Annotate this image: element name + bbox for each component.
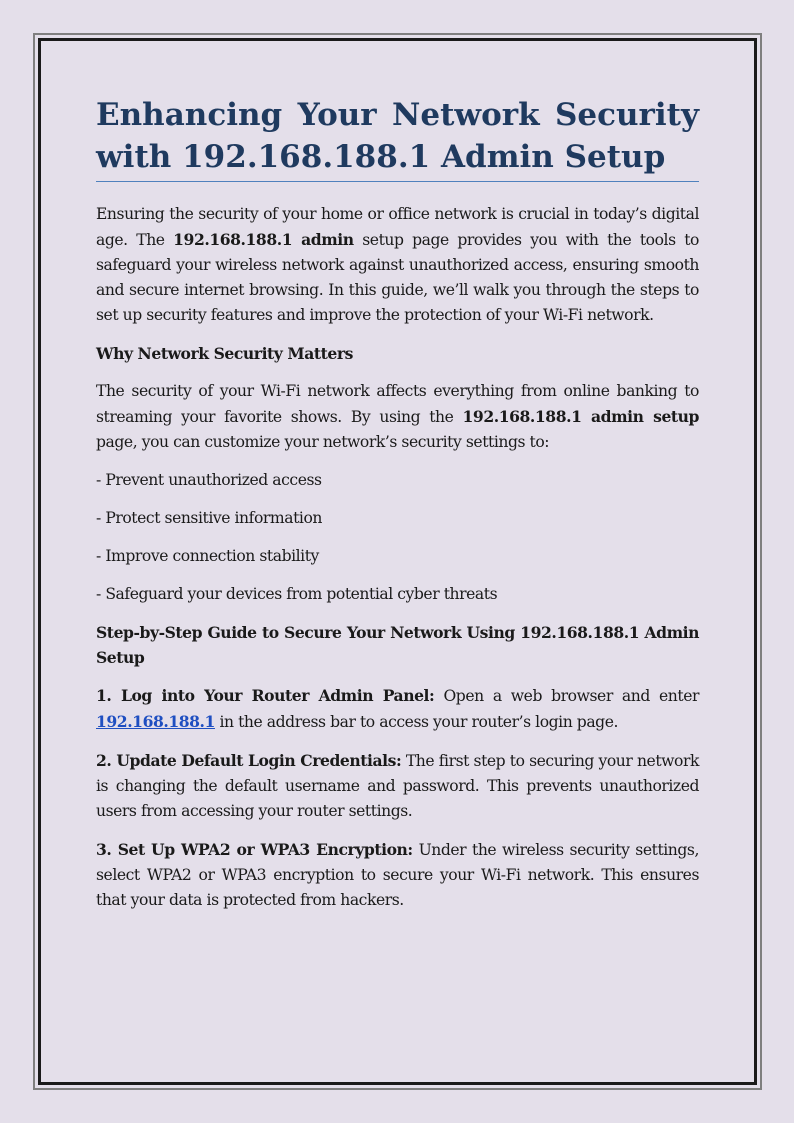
why-text-2: page, you can customize your network’s security settings to: <box>96 433 550 451</box>
router-ip-link[interactable]: 192.168.188.1 <box>96 712 215 731</box>
why-bold-term: 192.168.188.1 admin setup <box>462 407 700 426</box>
intro-paragraph <box>96 202 699 328</box>
step-2-text: The first step to securing your network is changing the default username and password. This prevents unauthorized users from accessing your router settings. <box>96 752 699 820</box>
document-title-line-1: Enhancing Your Network Security <box>96 97 699 133</box>
intro-text-2: setup page provides you with the tools to safeguard your wireless network against unauthorized access, ensuring smooth and secure internet browsing. In this guide, we’ll walk you through the steps to set up security features and improve the protection of your Wi-Fi network. <box>96 231 699 324</box>
step-2-label: 2. Update Default Login Credentials: <box>96 751 402 770</box>
bullet-item: - Safeguard your devices from potential cyber threats <box>96 585 498 603</box>
step-3-label: 3. Set Up WPA2 or WPA3 Encryption: <box>96 840 413 859</box>
step-1-label: 1. Log into Your Router Admin Panel: <box>96 686 435 705</box>
step-2 <box>96 748 699 824</box>
document-title-line-2: with 192.168.188.1 Admin Setup <box>96 139 666 175</box>
why-security-paragraph <box>96 379 699 455</box>
bullet-item: - Protect sensitive information <box>96 509 322 527</box>
why-text-1: The security of your Wi-Fi network affects everything from online banking to streaming your favorite shows. By using the <box>96 382 699 426</box>
step-1 <box>96 683 699 735</box>
why-security-heading: Why Network Security Matters <box>96 344 353 363</box>
document-title <box>96 94 699 182</box>
step-3-text: Under the wireless security settings, select WPA2 or WPA3 encryption to secure your Wi-Fi network. This ensures that your data is protected from hackers. <box>96 841 699 909</box>
step-3 <box>96 837 699 913</box>
step-1-text-2: in the address bar to access your router’s login page. <box>214 713 618 731</box>
intro-bold-term: 192.168.188.1 admin <box>173 230 354 249</box>
intro-text-1: Ensuring the security of your home or office network is crucial in today’s digital age. The <box>96 205 699 249</box>
document-body <box>96 94 699 913</box>
step-1-text-1: Open a web browser and enter <box>434 687 699 705</box>
guide-heading: Step-by-Step Guide to Secure Your Network Using 192.168.188.1 Admin Setup <box>96 623 699 667</box>
bullet-item: - Improve connection stability <box>96 547 319 565</box>
bullet-item: - Prevent unauthorized access <box>96 471 322 489</box>
